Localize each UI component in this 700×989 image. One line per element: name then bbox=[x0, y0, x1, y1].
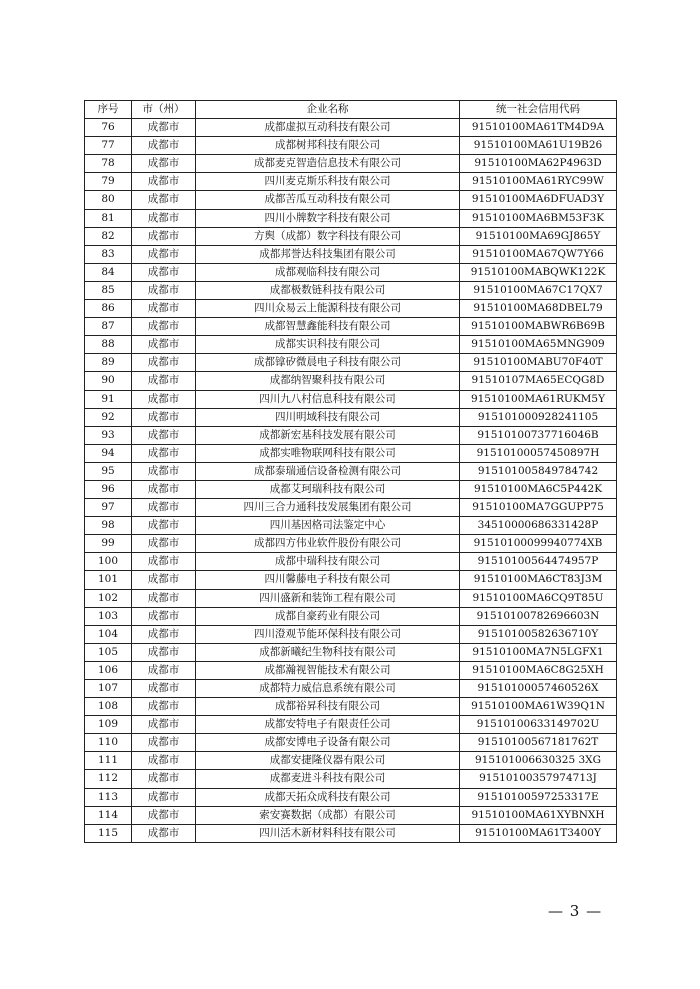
table-row bbox=[85, 426, 617, 444]
row-index: 87 bbox=[85, 318, 132, 336]
row-company-name: 成都安博电子设备有限公司 bbox=[196, 734, 460, 752]
page-number: — 3 — bbox=[548, 902, 603, 920]
row-credit-code: 91510100MA68DBEL79 bbox=[460, 300, 617, 318]
row-company-name: 成都新宏基科技发展有限公司 bbox=[196, 426, 460, 444]
row-city: 成都市 bbox=[132, 824, 196, 842]
table-row bbox=[85, 155, 617, 173]
row-index: 112 bbox=[85, 770, 132, 788]
row-index: 107 bbox=[85, 680, 132, 698]
header-city: 市（州） bbox=[132, 101, 196, 119]
row-city: 成都市 bbox=[132, 752, 196, 770]
table-row bbox=[85, 390, 617, 408]
table-row bbox=[85, 173, 617, 191]
row-index: 114 bbox=[85, 806, 132, 824]
table-row bbox=[85, 281, 617, 299]
row-credit-code: 91510100MA61TM4D9A bbox=[460, 119, 617, 137]
row-credit-code: 91510100564474957P bbox=[460, 553, 617, 571]
row-city: 成都市 bbox=[132, 245, 196, 263]
row-city: 成都市 bbox=[132, 390, 196, 408]
row-credit-code: 91510100MA6CT83J3M bbox=[460, 571, 617, 589]
table-row bbox=[85, 607, 617, 625]
row-index: 113 bbox=[85, 788, 132, 806]
row-company-name: 成都麦进斗科技有限公司 bbox=[196, 770, 460, 788]
row-index: 92 bbox=[85, 408, 132, 426]
row-credit-code: 91510100MA62P4963D bbox=[460, 155, 617, 173]
table-row bbox=[85, 137, 617, 155]
row-index: 95 bbox=[85, 462, 132, 480]
row-index: 88 bbox=[85, 336, 132, 354]
row-index: 108 bbox=[85, 698, 132, 716]
row-credit-code: 91510100MA67QW7Y66 bbox=[460, 245, 617, 263]
row-credit-code: 91510100MABQWK122K bbox=[460, 263, 617, 281]
row-city: 成都市 bbox=[132, 480, 196, 498]
table-row bbox=[85, 716, 617, 734]
table-row bbox=[85, 643, 617, 661]
table-row bbox=[85, 752, 617, 770]
row-index: 103 bbox=[85, 607, 132, 625]
row-credit-code: 91510100MA7GGUPP75 bbox=[460, 499, 617, 517]
row-credit-code: 915101006630325 3XG bbox=[460, 752, 617, 770]
table-row bbox=[85, 245, 617, 263]
row-company-name: 成都裕昇科技有限公司 bbox=[196, 698, 460, 716]
row-company-name: 四川三合力通科技发展集团有限公司 bbox=[196, 499, 460, 517]
table-header-row bbox=[85, 101, 617, 119]
row-company-name: 四川馨藤电子科技有限公司 bbox=[196, 571, 460, 589]
row-company-name: 成都极数链科技有限公司 bbox=[196, 281, 460, 299]
row-city: 成都市 bbox=[132, 661, 196, 679]
row-index: 111 bbox=[85, 752, 132, 770]
row-index: 93 bbox=[85, 426, 132, 444]
table-row bbox=[85, 661, 617, 679]
row-city: 成都市 bbox=[132, 770, 196, 788]
row-city: 成都市 bbox=[132, 535, 196, 553]
row-company-name: 成都镎矽微晨电子科技有限公司 bbox=[196, 354, 460, 372]
row-company-name: 四川明域科技有限公司 bbox=[196, 408, 460, 426]
row-credit-code: 91510100357974713J bbox=[460, 770, 617, 788]
row-company-name: 成都虚拟互动科技有限公司 bbox=[196, 119, 460, 137]
row-index: 99 bbox=[85, 535, 132, 553]
row-city: 成都市 bbox=[132, 137, 196, 155]
row-company-name: 四川麦克斯乐科技有限公司 bbox=[196, 173, 460, 191]
row-index: 79 bbox=[85, 173, 132, 191]
table-row bbox=[85, 680, 617, 698]
row-city: 成都市 bbox=[132, 517, 196, 535]
row-index: 90 bbox=[85, 372, 132, 390]
row-city: 成都市 bbox=[132, 444, 196, 462]
table-body bbox=[85, 119, 617, 843]
row-company-name: 成都瀚视智能技术有限公司 bbox=[196, 661, 460, 679]
row-credit-code: 91510100MABWR6B69B bbox=[460, 318, 617, 336]
row-index: 86 bbox=[85, 300, 132, 318]
row-index: 85 bbox=[85, 281, 132, 299]
row-index: 105 bbox=[85, 643, 132, 661]
row-company-name: 成都艾珂瑞科技有限公司 bbox=[196, 480, 460, 498]
row-company-name: 四川澄观节能环保科技有限公司 bbox=[196, 625, 460, 643]
row-company-name: 成都苦瓜互动科技有限公司 bbox=[196, 191, 460, 209]
row-city: 成都市 bbox=[132, 281, 196, 299]
table-row bbox=[85, 499, 617, 517]
row-index: 97 bbox=[85, 499, 132, 517]
row-company-name: 成都实识科技有限公司 bbox=[196, 336, 460, 354]
row-credit-code: 91510100MA6DFUAD3Y bbox=[460, 191, 617, 209]
row-index: 77 bbox=[85, 137, 132, 155]
row-city: 成都市 bbox=[132, 408, 196, 426]
row-credit-code: 91510107MA65ECQG8D bbox=[460, 372, 617, 390]
row-company-name: 成都天拓众成科技有限公司 bbox=[196, 788, 460, 806]
row-city: 成都市 bbox=[132, 372, 196, 390]
row-credit-code: 91510100MA61RYC99W bbox=[460, 173, 617, 191]
row-credit-code: 91510100MA61RUKM5Y bbox=[460, 390, 617, 408]
row-city: 成都市 bbox=[132, 607, 196, 625]
header-credit-code: 统一社会信用代码 bbox=[460, 101, 617, 119]
header-company-name: 企业名称 bbox=[196, 101, 460, 119]
row-city: 成都市 bbox=[132, 191, 196, 209]
row-city: 成都市 bbox=[132, 499, 196, 517]
row-company-name: 成都新曦纪生物科技有限公司 bbox=[196, 643, 460, 661]
row-city: 成都市 bbox=[132, 806, 196, 824]
row-credit-code: 91510100099940774XB bbox=[460, 535, 617, 553]
row-city: 成都市 bbox=[132, 263, 196, 281]
row-credit-code: 91510100633149702U bbox=[460, 716, 617, 734]
row-index: 101 bbox=[85, 571, 132, 589]
table-row bbox=[85, 354, 617, 372]
row-city: 成都市 bbox=[132, 680, 196, 698]
row-company-name: 成都自豪药业有限公司 bbox=[196, 607, 460, 625]
row-company-name: 四川小牌数字科技有限公司 bbox=[196, 209, 460, 227]
row-index: 96 bbox=[85, 480, 132, 498]
table-row bbox=[85, 209, 617, 227]
table-row bbox=[85, 300, 617, 318]
row-index: 89 bbox=[85, 354, 132, 372]
row-city: 成都市 bbox=[132, 318, 196, 336]
row-credit-code: 91510100MA67C17QX7 bbox=[460, 281, 617, 299]
row-city: 成都市 bbox=[132, 300, 196, 318]
table-row bbox=[85, 698, 617, 716]
row-credit-code: 91510100597253317E bbox=[460, 788, 617, 806]
table-row bbox=[85, 263, 617, 281]
row-index: 102 bbox=[85, 589, 132, 607]
table-row bbox=[85, 372, 617, 390]
row-city: 成都市 bbox=[132, 227, 196, 245]
row-company-name: 成都中瑞科技有限公司 bbox=[196, 553, 460, 571]
table-row bbox=[85, 318, 617, 336]
row-company-name: 方舆（成都）数字科技有限公司 bbox=[196, 227, 460, 245]
row-city: 成都市 bbox=[132, 589, 196, 607]
row-index: 91 bbox=[85, 390, 132, 408]
row-index: 94 bbox=[85, 444, 132, 462]
row-company-name: 成都纳智聚科技有限公司 bbox=[196, 372, 460, 390]
row-city: 成都市 bbox=[132, 643, 196, 661]
row-credit-code: 91510100MA61U19B26 bbox=[460, 137, 617, 155]
row-index: 98 bbox=[85, 517, 132, 535]
row-credit-code: 91510100737716046B bbox=[460, 426, 617, 444]
row-city: 成都市 bbox=[132, 354, 196, 372]
row-company-name: 成都实唯物联网科技有限公司 bbox=[196, 444, 460, 462]
row-company-name: 四川盛新和装饰工程有限公司 bbox=[196, 589, 460, 607]
table-row bbox=[85, 336, 617, 354]
row-city: 成都市 bbox=[132, 571, 196, 589]
row-index: 82 bbox=[85, 227, 132, 245]
row-credit-code: 91510100567181762T bbox=[460, 734, 617, 752]
table-row bbox=[85, 788, 617, 806]
row-credit-code: 91510100MA7N5LGFX1 bbox=[460, 643, 617, 661]
row-company-name: 成都观临科技有限公司 bbox=[196, 263, 460, 281]
row-city: 成都市 bbox=[132, 734, 196, 752]
row-credit-code: 91510100MA6BM53F3K bbox=[460, 209, 617, 227]
row-index: 83 bbox=[85, 245, 132, 263]
row-company-name: 成都邦誉达科技集团有限公司 bbox=[196, 245, 460, 263]
row-index: 104 bbox=[85, 625, 132, 643]
row-credit-code: 91510100MA6CQ9T85U bbox=[460, 589, 617, 607]
table-row bbox=[85, 734, 617, 752]
row-city: 成都市 bbox=[132, 553, 196, 571]
row-credit-code: 91510100057450897H bbox=[460, 444, 617, 462]
row-city: 成都市 bbox=[132, 716, 196, 734]
table-row bbox=[85, 571, 617, 589]
row-company-name: 成都智慧鑫能科技有限公司 bbox=[196, 318, 460, 336]
row-index: 115 bbox=[85, 824, 132, 842]
table-row bbox=[85, 408, 617, 426]
row-credit-code: 91510100MA61T3400Y bbox=[460, 824, 617, 842]
row-credit-code: 91510100MA6C8G25XH bbox=[460, 661, 617, 679]
row-company-name: 四川基因格司法鉴定中心 bbox=[196, 517, 460, 535]
table-row bbox=[85, 462, 617, 480]
row-company-name: 索安赛数据（成都）有限公司 bbox=[196, 806, 460, 824]
table-row bbox=[85, 444, 617, 462]
table-row bbox=[85, 553, 617, 571]
table-row bbox=[85, 589, 617, 607]
row-city: 成都市 bbox=[132, 173, 196, 191]
row-credit-code: 91510100582636710Y bbox=[460, 625, 617, 643]
row-credit-code: 91510100782696603N bbox=[460, 607, 617, 625]
row-index: 81 bbox=[85, 209, 132, 227]
header-index: 序号 bbox=[85, 101, 132, 119]
table-row bbox=[85, 480, 617, 498]
row-credit-code: 91510100MA61XYBNXH bbox=[460, 806, 617, 824]
row-city: 成都市 bbox=[132, 698, 196, 716]
row-index: 80 bbox=[85, 191, 132, 209]
row-city: 成都市 bbox=[132, 625, 196, 643]
table-row bbox=[85, 824, 617, 842]
row-credit-code: 91510100MA69GJ865Y bbox=[460, 227, 617, 245]
row-credit-code: 915101000928241105 bbox=[460, 408, 617, 426]
table-row bbox=[85, 806, 617, 824]
table-row bbox=[85, 535, 617, 553]
row-company-name: 四川众易云上能源科技有限公司 bbox=[196, 300, 460, 318]
row-city: 成都市 bbox=[132, 462, 196, 480]
row-company-name: 成都四方伟业软件股份有限公司 bbox=[196, 535, 460, 553]
row-index: 106 bbox=[85, 661, 132, 679]
company-list-table-container bbox=[84, 100, 616, 843]
row-index: 84 bbox=[85, 263, 132, 281]
row-city: 成都市 bbox=[132, 336, 196, 354]
row-company-name: 成都树邦科技有限公司 bbox=[196, 137, 460, 155]
row-index: 110 bbox=[85, 734, 132, 752]
row-company-name: 成都泰瑞通信设备检测有限公司 bbox=[196, 462, 460, 480]
row-credit-code: 34510000686331428P bbox=[460, 517, 617, 535]
table-row bbox=[85, 770, 617, 788]
row-city: 成都市 bbox=[132, 155, 196, 173]
row-credit-code: 91510100MA65MNG909 bbox=[460, 336, 617, 354]
row-credit-code: 91510100MABU70F40T bbox=[460, 354, 617, 372]
row-city: 成都市 bbox=[132, 426, 196, 444]
row-company-name: 成都安捷隆仪器有限公司 bbox=[196, 752, 460, 770]
row-index: 109 bbox=[85, 716, 132, 734]
row-index: 78 bbox=[85, 155, 132, 173]
row-company-name: 成都麦克智造信息技术有限公司 bbox=[196, 155, 460, 173]
row-credit-code: 91510100MA6C5P442K bbox=[460, 480, 617, 498]
row-city: 成都市 bbox=[132, 209, 196, 227]
row-company-name: 四川九八村信息科技有限公司 bbox=[196, 390, 460, 408]
table-row bbox=[85, 625, 617, 643]
row-credit-code: 915101005849784742 bbox=[460, 462, 617, 480]
table-row bbox=[85, 227, 617, 245]
table-row bbox=[85, 119, 617, 137]
row-city: 成都市 bbox=[132, 788, 196, 806]
row-company-name: 成都特力威信息系统有限公司 bbox=[196, 680, 460, 698]
row-index: 76 bbox=[85, 119, 132, 137]
table-row bbox=[85, 191, 617, 209]
row-index: 100 bbox=[85, 553, 132, 571]
row-credit-code: 91510100MA61W39Q1N bbox=[460, 698, 617, 716]
company-list-table bbox=[84, 100, 617, 843]
table-row bbox=[85, 517, 617, 535]
row-company-name: 四川活木新材料科技有限公司 bbox=[196, 824, 460, 842]
row-credit-code: 91510100057460526X bbox=[460, 680, 617, 698]
row-company-name: 成都安特电子有限责任公司 bbox=[196, 716, 460, 734]
row-city: 成都市 bbox=[132, 119, 196, 137]
